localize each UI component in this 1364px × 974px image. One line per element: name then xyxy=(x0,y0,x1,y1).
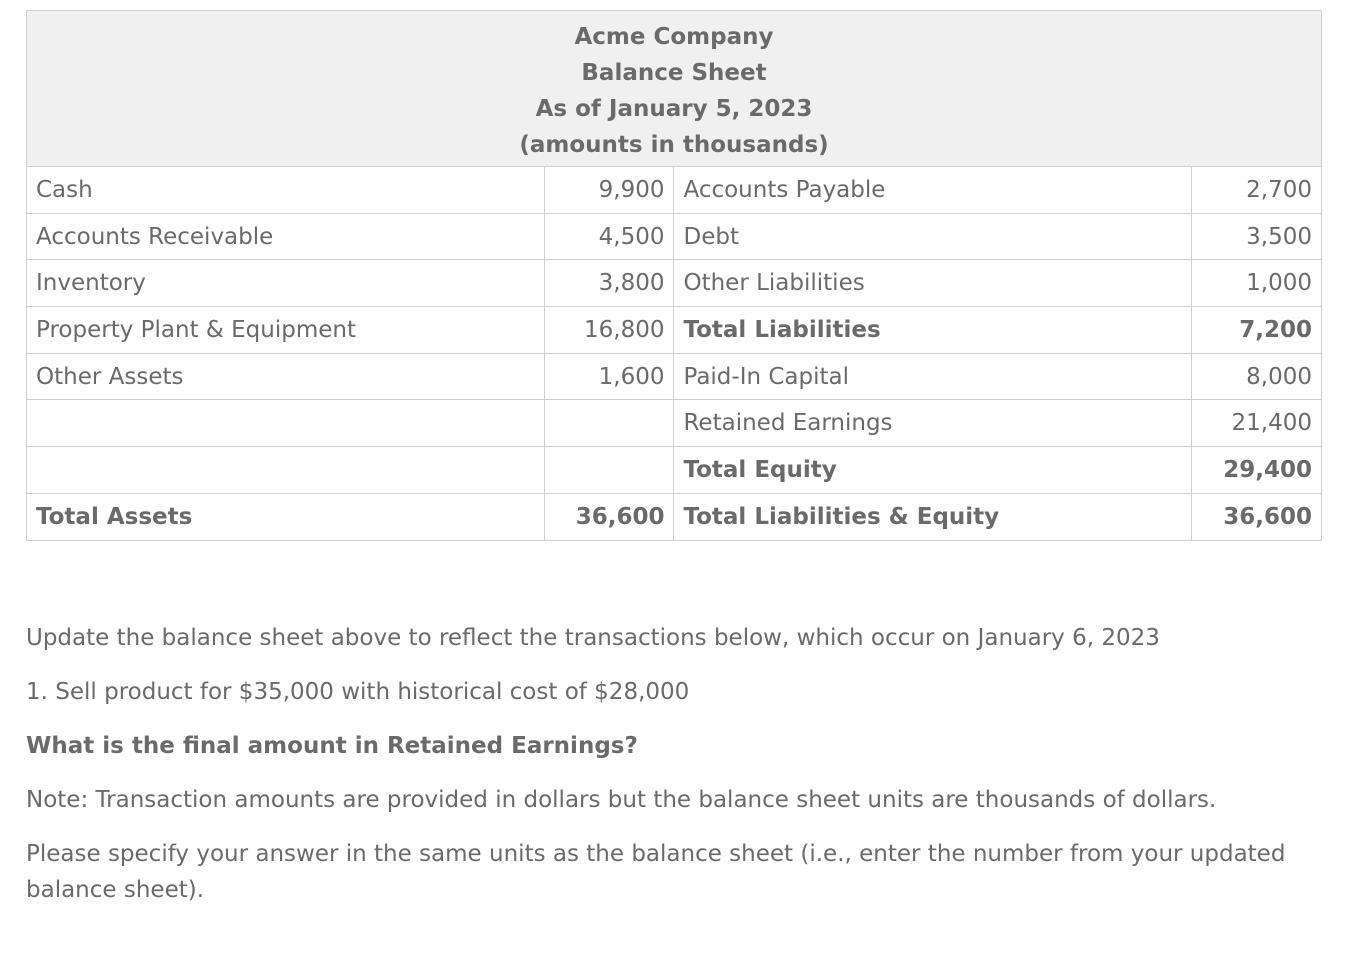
total-liabilities-label: Total Liabilities xyxy=(674,307,1192,354)
total-equity-label: Total Equity xyxy=(674,447,1192,494)
question-transaction: 1. Sell product for $35,000 with historical cost of $28,000 xyxy=(26,679,690,705)
question-instruction: Update the balance sheet above to reflect the transactions below, which occur on January 6, 2023 xyxy=(26,625,1160,651)
table-row xyxy=(27,353,1322,400)
table-row xyxy=(27,447,1322,494)
asset-label: Inventory xyxy=(27,260,545,307)
total-assets-value: 36,600 xyxy=(544,493,674,540)
liability-value: 1,000 xyxy=(1192,260,1322,307)
company-name: Acme Company xyxy=(574,23,774,50)
total-liabilities-value: 7,200 xyxy=(1192,307,1322,354)
asset-value: 3,800 xyxy=(544,260,674,307)
statement-title: Balance Sheet xyxy=(581,59,767,86)
asset-value: 4,500 xyxy=(544,213,674,260)
table-row xyxy=(27,400,1322,447)
balance-sheet-header xyxy=(27,11,1322,167)
liability-label: Accounts Payable xyxy=(674,167,1192,214)
asset-value: 9,900 xyxy=(544,167,674,214)
asset-value: 1,600 xyxy=(544,353,674,400)
asset-label: Cash xyxy=(27,167,545,214)
asset-value xyxy=(544,400,674,447)
asset-label xyxy=(27,447,545,494)
retained-earnings-value: 21,400 xyxy=(1192,400,1322,447)
liability-value: 8,000 xyxy=(1192,353,1322,400)
liability-label: Other Liabilities xyxy=(674,260,1192,307)
liability-label: Paid-In Capital xyxy=(674,353,1192,400)
asset-label: Property Plant & Equipment xyxy=(27,307,545,354)
asset-value: 16,800 xyxy=(544,307,674,354)
balance-sheet-table xyxy=(26,10,1322,541)
liability-value: 2,700 xyxy=(1192,167,1322,214)
table-row xyxy=(27,260,1322,307)
total-liabilities-equity-value: 36,600 xyxy=(1192,493,1322,540)
asset-label xyxy=(27,400,545,447)
question-prompt: What is the final amount in Retained Earnings? xyxy=(26,733,638,759)
total-liabilities-equity-label: Total Liabilities & Equity xyxy=(674,493,1192,540)
asset-label: Other Assets xyxy=(27,353,545,400)
balance-sheet-header-row xyxy=(27,11,1322,167)
asset-value xyxy=(544,447,674,494)
statement-date: As of January 5, 2023 xyxy=(535,95,813,122)
total-assets-label: Total Assets xyxy=(27,493,545,540)
question-answer-instruction: Please specify your answer in the same units as the balance sheet (i.e., enter the number from your updated balance sheet). xyxy=(26,841,1286,903)
question-block xyxy=(26,620,1316,926)
retained-earnings-label: Retained Earnings xyxy=(674,400,1192,447)
liability-value: 3,500 xyxy=(1192,213,1322,260)
liability-label: Debt xyxy=(674,213,1192,260)
asset-label: Accounts Receivable xyxy=(27,213,545,260)
question-note: Note: Transaction amounts are provided in dollars but the balance sheet units are thousands of dollars. xyxy=(26,787,1217,813)
table-row xyxy=(27,167,1322,214)
table-row xyxy=(27,307,1322,354)
total-equity-value: 29,400 xyxy=(1192,447,1322,494)
statement-units: (amounts in thousands) xyxy=(519,131,829,158)
table-row xyxy=(27,493,1322,540)
table-row xyxy=(27,213,1322,260)
